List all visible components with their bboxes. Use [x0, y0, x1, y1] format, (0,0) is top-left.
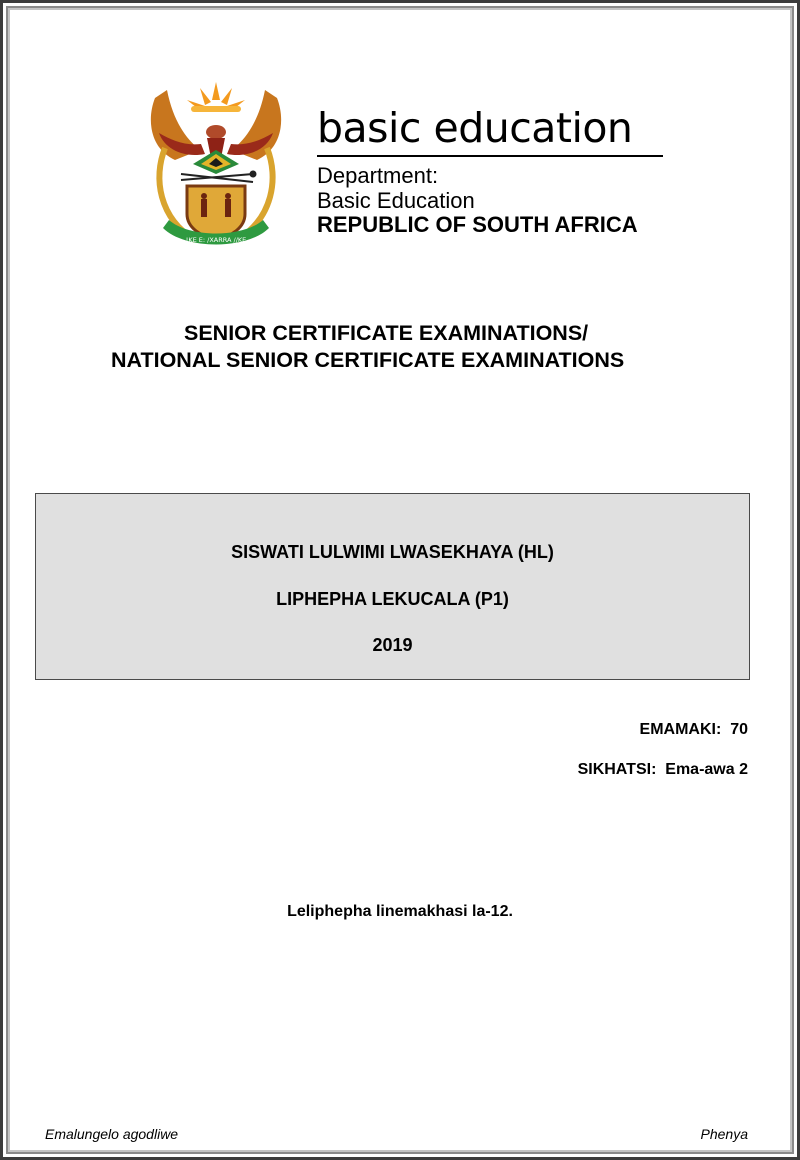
- department-label: Department:: [317, 163, 439, 188]
- subject-name: SISWATI LULWIMI LWASEKHAYA (HL): [231, 542, 554, 562]
- brand-title: basic education: [317, 104, 633, 152]
- subject-box: [35, 493, 750, 680]
- footer-turn-over: Phenya: [700, 1126, 748, 1142]
- exam-title-line-1: SENIOR CERTIFICATE EXAMINATIONS/: [184, 321, 589, 345]
- department-name: Basic Education: [317, 188, 475, 213]
- brand-divider: [317, 155, 663, 157]
- department-logo: [145, 78, 665, 250]
- coat-of-arms-icon: [145, 78, 287, 250]
- footer-copyright: Emalungelo agodliwe: [45, 1126, 179, 1142]
- exam-year: 2019: [372, 635, 413, 655]
- page-count-note: Leliphepha linemakhasi la-12.: [287, 903, 513, 920]
- marks-label: EMAMAKI: 70: [639, 721, 748, 738]
- exam-title-line-2: NATIONAL SENIOR CERTIFICATE EXAMINATIONS: [111, 348, 625, 372]
- time-label: SIKHATSI: Ema-awa 2: [577, 761, 748, 778]
- motto-text: !KE E: /XARRA //KE: [185, 236, 247, 244]
- country-name: REPUBLIC OF SOUTH AFRICA: [317, 212, 638, 237]
- paper-name: LIPHEPHA LEKUCALA (P1): [276, 589, 509, 609]
